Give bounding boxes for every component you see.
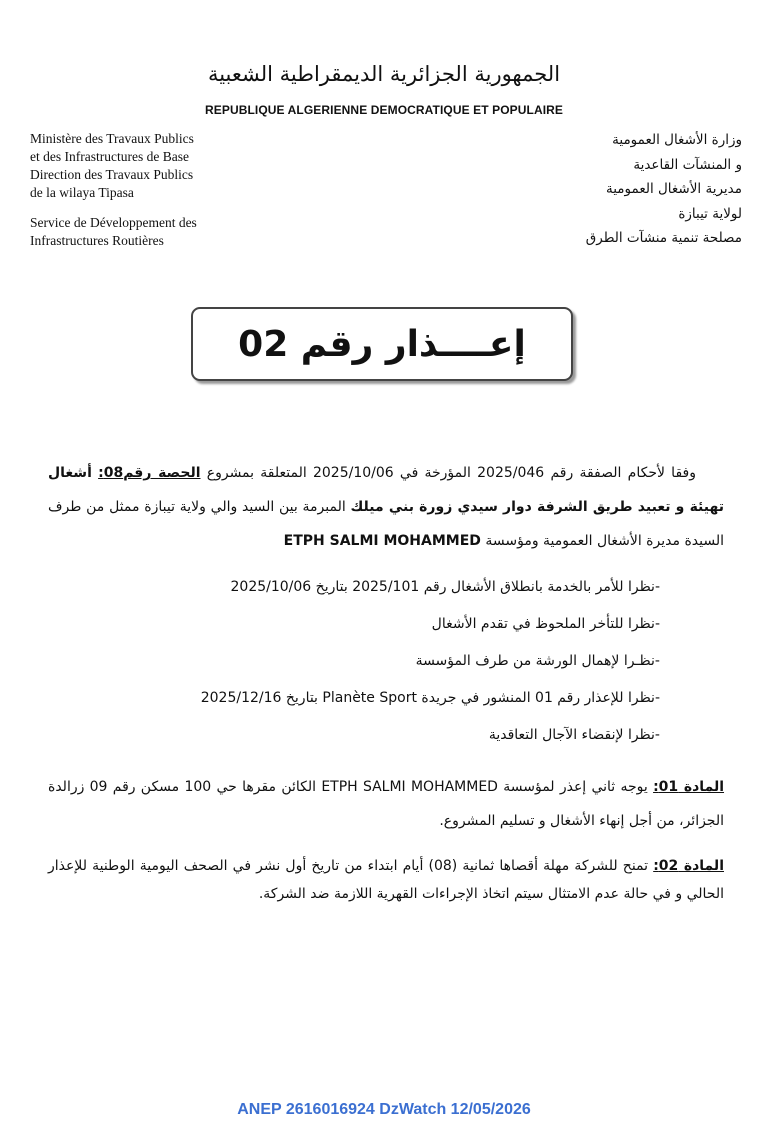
issuer-fr-line: Ministère des Travaux Publics <box>30 131 194 146</box>
issuer-ar-line: مصلحة تنمية منشآت الطرق <box>585 230 742 246</box>
issuer-ar-line: وزارة الأشغال العمومية <box>612 132 742 148</box>
issuer-ar-line: و المنشآت القاعدية <box>633 156 742 173</box>
intro-text-2: المبرمة بين السيد والي ولاية تيبازة ممثل من طرف السيدة مديرة الأشغال العمومية ومؤسسة <box>48 499 724 549</box>
consideration-item: -نظـرا لإهمال الورشة من طرف المؤسسة <box>415 653 660 669</box>
consideration-item: -نظرا للإعذار رقم 01 المنشور في جريدة Planète Sport بتاريخ 2025/12/16 <box>200 690 660 706</box>
issuer-fr-line: Infrastructures Routières <box>30 233 164 248</box>
notice-title-box <box>191 307 573 381</box>
consideration-item: -نظرا لإنقضاء الآجال التعاقدية <box>488 727 660 743</box>
notice-title: إعــــذار رقم 02 <box>238 323 526 365</box>
publication-reference: ANEP 2616016924 DzWatch 12/05/2026 <box>237 1101 531 1118</box>
issuer-fr-line: et des Infrastructures de Base <box>30 149 189 164</box>
considerations-list <box>48 574 660 759</box>
company-name: ETPH SALMI MOHAMMED <box>283 533 481 549</box>
consideration-item: -نظرا للتأخر الملحوظ في تقدم الأشغال <box>431 616 660 632</box>
issuer-fr-line: Service de Développement des <box>30 215 197 230</box>
intro-text: وفقا لأحكام الصفقة رقم 2025/046 المؤرخة في 2025/10/06 المتعلقة بمشروع <box>200 465 696 481</box>
issuer-ar-line: لولاية تيبازة <box>678 205 742 222</box>
article-02-text: تمنح للشركة مهلة أقصاها ثمانية (08) أيام ابتداء من تاريخ أول نشر في الصحف اليومية الوطنية للإعذار الحالي و في حالة عدم الامتثال سيتم اتخاذ الإجراءات القهرية اللازمة ضد الشركة. <box>48 858 724 902</box>
issuer-block-fr <box>30 130 290 250</box>
article-02-label: المادة 02: <box>653 858 724 874</box>
article-02 <box>48 852 724 908</box>
issuer-fr-line: de la wilaya Tipasa <box>30 185 134 200</box>
article-01-text: يوجه ثاني إعذر لمؤسسة ETPH SALMI MOHAMMED الكائن مقرها حي 100 مسكن رقم 09 زرالدة الجزائر، من أجل إنهاء الأشغال و تسليم المشروع. <box>48 779 724 829</box>
issuer-ar-line: مديرية الأشغال العمومية <box>606 181 742 197</box>
spacer <box>30 202 290 214</box>
issuer-fr-line: Direction des Travaux Publics <box>30 167 194 182</box>
intro-paragraph <box>48 456 724 558</box>
consideration-item: -نظرا للأمر بالخدمة بانطلاق الأشغال رقم 2025/101 بتاريخ 2025/10/06 <box>230 579 660 595</box>
article-01 <box>48 770 724 838</box>
republic-title-ar: الجمهورية الجزائرية الديمقراطية الشعبية <box>207 62 561 86</box>
republic-title-fr: REPUBLIQUE ALGERIENNE DEMOCRATIQUE ET POPULAIRE <box>204 103 564 117</box>
lot-label: الحصة رقم08: <box>98 465 201 481</box>
article-01-label: المادة 01: <box>653 779 725 795</box>
issuer-block-ar <box>482 128 742 251</box>
project-name: أشغال تهيئة و تعبيد طريق الشرفة دوار سيدي زورة بني ميلك <box>48 465 724 515</box>
